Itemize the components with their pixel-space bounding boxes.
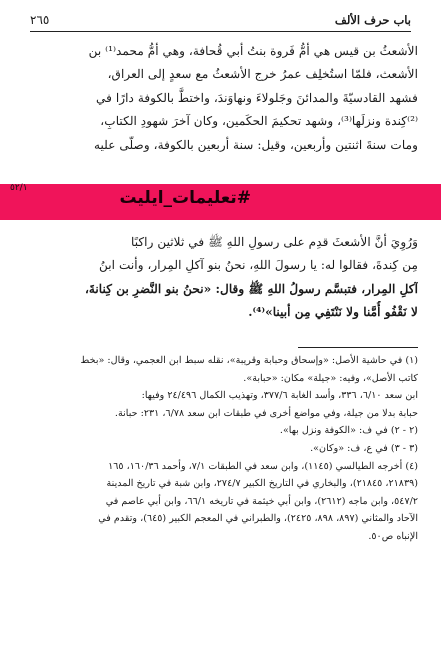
- watermark-banner: [0, 184, 441, 220]
- footnote-line: (١) في حاشية الأصل: «وإسحاق وحبابة وقريبة»، نقله سبط ابن العجمي، وقال: «بخط: [80, 355, 418, 366]
- main-text-continued: [26, 231, 418, 325]
- footnote-line: (٢١٨٣٩، ٢١٨٤٥)، والبخاري في التاريخ الكبير ٢٧٤/٧، وابن شبة في تاريخ المدينة: [106, 478, 418, 490]
- text-line: ⁽²⁾كِندة ونزلَها⁽³⁾، وشهد تحكيمَ الحكَمين، وكان آخرَ شهودِ الكتابِ،: [100, 114, 418, 129]
- footnote-line: الإنباه ص٥٠.: [368, 530, 418, 542]
- page-number: ٢٦٥: [30, 13, 50, 27]
- main-text: [26, 40, 418, 157]
- footnote-line: (٢ - ٢) في ف: «الكوفة ونزل بها».: [279, 425, 418, 437]
- text-line: ومات سنةَ اثنتين وأربعين، وقيل: سنة أربعين بالكوفة، وصلّى عليه: [93, 137, 418, 152]
- footnotes: [23, 352, 418, 546]
- watermark-hashtag: #تعليمات_ايليت: [119, 188, 251, 208]
- footnote-line: (٤) أخرجه الطيالسي (١١٤٥)، وابن سعد في الطبقات ٧/١، وأحمد ١٦٠/٣٦، ١٦٥: [108, 460, 418, 472]
- footnote-line: (٣ - ٣) في ع، ف: «وكان».: [310, 442, 418, 454]
- footnote-line: ٥٤٧/٢، وابن ماجه (٢٦١٢)، وابن أبي خيثمة في تاريخه ٦٦/١، وابن أبي عاصم في: [105, 495, 418, 507]
- text-line: آكلِ المِرار، فتبسَّم رسولُ اللهِ ﷺ وقال: «نحنُ بنو النَّضرِ بن كِنانةَ،: [84, 281, 418, 296]
- header-rule: [30, 31, 411, 32]
- text-line: وَرُوِيَ أنَّ الأشعثَ قدِم على رسولِ اللهِ ﷺ في ثلاثين راكبًا: [130, 235, 418, 249]
- text-line: الأشعثُ بن قيس هي أمُّ فَروة بنتُ أبي قُحافة، وهي أمُّ محمد⁽¹⁾ بن: [88, 44, 418, 58]
- footnote-line: الآحاد والمثاني (٨٩٧، ٨٩٨، ٢٤٢٥)، والطبراني في المعجم الكبير (٦٤٥)، وتقدم في: [98, 513, 418, 525]
- footnote-line: حبابة بدلا من جيلة، وفي مواضع أخرى في طبقات ابن سعد ٦/٧٨، ٢٣١: حبانة.: [114, 407, 418, 419]
- text-line: لا نَقْفُو أُمَّنا ولا نَنْتَفِي مِن أبينا»⁽⁴⁾.: [248, 305, 418, 320]
- footnote-separator: [298, 347, 418, 348]
- manuscript-folio: ٥٢/١: [10, 183, 28, 193]
- text-line: فشهد القادسيّةَ والمدائنَ وجَلولاءَ ونهاوَندَ، واختطَّ بالكوفة دارًا في: [96, 90, 418, 105]
- footnote-line: كاتب الأصل»، وفيه: «جيلة» مكان: «حبابة».: [243, 372, 418, 384]
- text-line: مِن كِندةَ، فقالوا له: يا رسولَ اللهِ، نحنُ بنو آكلِ المِرار، وأنت ابنُ: [99, 258, 418, 273]
- chapter-title: باب حرف الألف: [334, 13, 411, 27]
- footnote-line: ابن سعد ٦/١٠، ٣٣٦، وأسد الغابة ٣٧٧/٦، وتهذيب الكمال ٢٤/٤٩٦ وفيها:: [141, 390, 418, 402]
- text-line: الأشعث، فلمّا استُخلِف عمرُ خرج الأشعثُ مع سعدٍ إلى العراق،: [107, 67, 418, 82]
- running-header: [30, 13, 411, 31]
